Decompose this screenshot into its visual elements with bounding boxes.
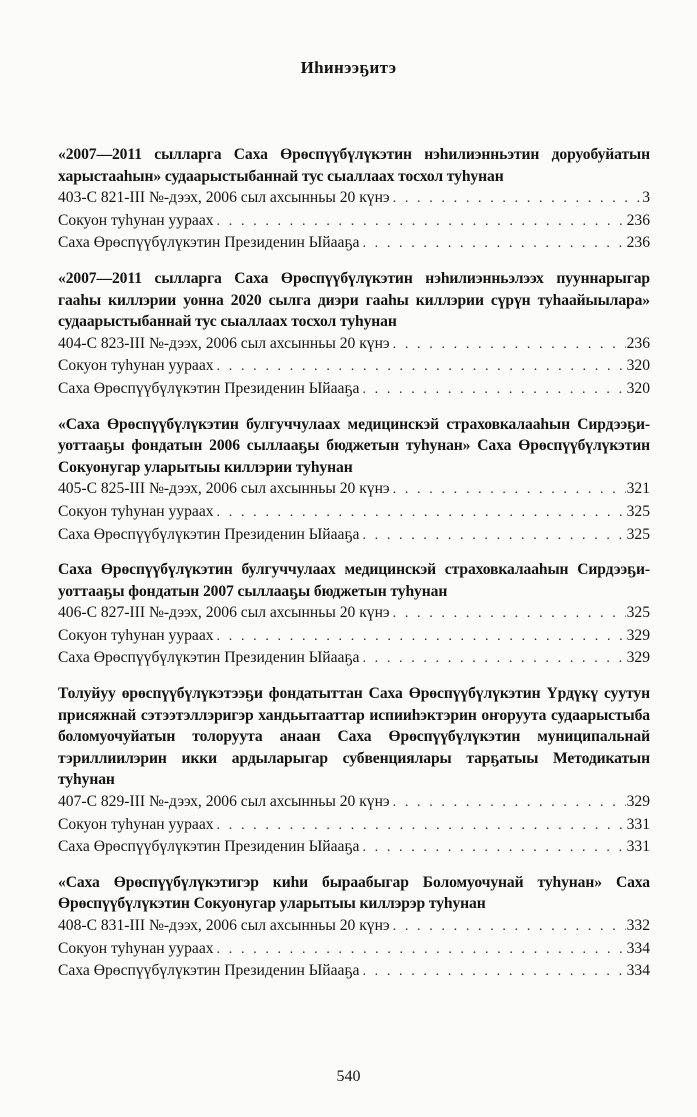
toc-entry: [58, 268, 650, 401]
toc-page-number: 331: [626, 815, 650, 833]
dot-leader: [217, 939, 626, 961]
toc-line: [58, 814, 650, 837]
toc-page-number: 321: [626, 480, 650, 498]
toc-page-number: 3: [642, 189, 650, 207]
toc-line: [58, 478, 650, 501]
dot-leader: [217, 502, 626, 524]
toc-line-label: 403-С 821-III №-дээх, 2006 сыл ахсынньы 20 күнэ: [58, 189, 390, 207]
toc-entry-title: Толуйуу өрөспүүбүлүкэтээҕи фондатыттан Саха Өрөспүүбүлүкэтин Үрдүкү суутун присяжнай сэтээтэллэригэр хандьытааттар испииһэктэрин оҥоруута судаарыстыба боломуочуйатын толоруута анаан Саха Өрөспүүбүлүкэтин муниципальнай тэриллиилэрин икки ардыларыгар субвенциялары тарҕатыы Методикатын туһунан: [58, 685, 650, 789]
toc-page-number: 320: [626, 357, 650, 375]
toc-entry: [58, 144, 650, 255]
page-number: 540: [336, 1068, 361, 1085]
dot-leader: [393, 792, 626, 814]
toc-line: [58, 187, 650, 210]
toc-line-label: Саха Өрөспүүбүлүкэтин Президенин Ыйааҕа: [58, 234, 360, 252]
toc-line: [58, 791, 650, 814]
toc-entry-title: «Саха Өрөспүүбүлүкэтин булгуччулаах медицинскэй страховкалааһын Сирдээҕи-уоттааҕы фондатын 2006 сыллааҕы бюджетын туһунан» Саха Өрөспүүбүлүкэтин Сокуонугар уларытыы киллэрии туһунан: [58, 415, 650, 476]
dot-leader: [362, 525, 625, 547]
toc-line: [58, 232, 650, 255]
toc-line: [58, 625, 650, 648]
toc-line: [58, 524, 650, 547]
toc-line: [58, 647, 650, 670]
dot-leader: [362, 379, 625, 401]
toc-page-number: 329: [626, 793, 650, 811]
toc-line: [58, 960, 650, 983]
toc-page-number: 236: [626, 211, 650, 229]
toc-page-number: 332: [626, 917, 650, 934]
dot-leader: [362, 961, 625, 983]
toc-line-label: 407-С 829-III №-дээх, 2006 сыл ахсынньы 20 күнэ: [58, 793, 390, 811]
toc-entry: [58, 683, 650, 859]
dot-leader: [362, 648, 625, 670]
toc-page-number: 334: [626, 962, 650, 980]
toc-line-label: Сокуон туһунан уураах: [58, 815, 214, 833]
toc-line-label: Сокуон туһунан уураах: [58, 939, 214, 957]
toc-line: [58, 378, 650, 401]
toc-page-number: 325: [626, 502, 650, 520]
toc-page-number: 329: [626, 649, 650, 667]
toc-line: [58, 333, 650, 356]
dot-leader: [217, 626, 626, 648]
toc-line: [58, 602, 650, 625]
toc-page-number: 329: [626, 626, 650, 644]
toc-page-number: 236: [626, 234, 650, 252]
toc-line-label: 408-С 831-III №-дээх, 2006 сыл ахсынньы 20 күнэ: [58, 917, 390, 934]
toc-line-label: Саха Өрөспүүбүлүкэтин Президенин Ыйааҕа: [58, 838, 360, 856]
toc-line: [58, 210, 650, 233]
toc-entry-title: «Саха Өрөспүүбүлүкэтигэр киһи быраабыгар Боломуочунай туһунан» Саха Өрөспүүбүлүкэтин Сокуонугар уларытыы киллэрэр туһунан: [58, 873, 650, 913]
toc-line: [58, 915, 650, 938]
toc-line-label: 405-С 825-III №-дээх, 2006 сыл ахсынньы 20 күнэ: [58, 480, 390, 498]
toc-line-label: Сокуон туһунан уураах: [58, 502, 214, 520]
toc-line-label: Сокуон туһунан уураах: [58, 211, 214, 229]
toc-line-label: 404-С 823-III №-дээх, 2006 сыл ахсынньы 20 күнэ: [58, 334, 390, 352]
toc-line: [58, 836, 650, 859]
toc-page-number: 325: [626, 604, 650, 622]
toc-line-label: 406-С 827-III №-дээх, 2006 сыл ахсынньы 20 күнэ: [58, 604, 390, 622]
toc-page-number: 325: [626, 525, 650, 543]
dot-leader: [217, 211, 626, 233]
dot-leader: [393, 916, 626, 938]
toc-line: [58, 355, 650, 378]
toc-line-label: Сокуон туһунан уураах: [58, 357, 214, 375]
dot-leader: [393, 188, 642, 210]
toc-page-number: 236: [626, 334, 650, 352]
dot-leader: [362, 233, 625, 255]
dot-leader: [393, 334, 626, 356]
toc-line: [58, 501, 650, 524]
toc-line-label: Саха Өрөспүүбүлүкэтин Президенин Ыйааҕа: [58, 525, 360, 543]
table-of-contents: [58, 144, 650, 996]
page-title: Иһинээҕитэ: [300, 58, 397, 77]
toc-entry: [58, 872, 650, 983]
dot-leader: [217, 815, 626, 837]
toc-page-number: 331: [626, 838, 650, 856]
toc-page-number: 334: [626, 939, 650, 957]
toc-entry-title: «2007—2011 сылларга Саха Өрөспүүбүлүкэтин нэһилиэнньэтин доруобуйатын харыстааһын» судаарыстыбаннай тус сыаллаах тосхол туһунан: [58, 146, 650, 185]
toc-entry-title: «2007—2011 сылларга Саха Өрөспүүбүлүкэтин нэһилиэнньэлээх пууннарыгар гааһы киллэрии уонна 2020 сылга диэри гааһы киллэрии сүрүн туһаайыылара» судаарыстыбаннай тус сыаллаах тосхол туһунан: [58, 269, 650, 331]
toc-page-number: 320: [626, 379, 650, 397]
toc-line-label: Саха Өрөспүүбүлүкэтин Президенин Ыйааҕа: [58, 379, 360, 397]
dot-leader: [362, 837, 625, 859]
toc-line: [58, 938, 650, 961]
toc-line-label: Сокуон туһунан уураах: [58, 626, 214, 644]
toc-entry-title: Саха Өрөспүүбүлүкэтин булгуччулаах медицинскэй страховкалааһын Сирдээҕи-уоттааҕы фондатын 2007 сыллааҕы бюджетын туһунан: [58, 561, 650, 600]
toc-line-label: Саха Өрөспүүбүлүкэтин Президенин Ыйааҕа: [58, 649, 360, 667]
toc-entry: [58, 414, 650, 547]
dot-leader: [217, 356, 626, 378]
toc-entry: [58, 559, 650, 670]
dot-leader: [393, 479, 626, 501]
dot-leader: [393, 603, 626, 625]
toc-line-label: Саха Өрөспүүбүлүкэтин Президенин Ыйааҕа: [58, 962, 360, 980]
